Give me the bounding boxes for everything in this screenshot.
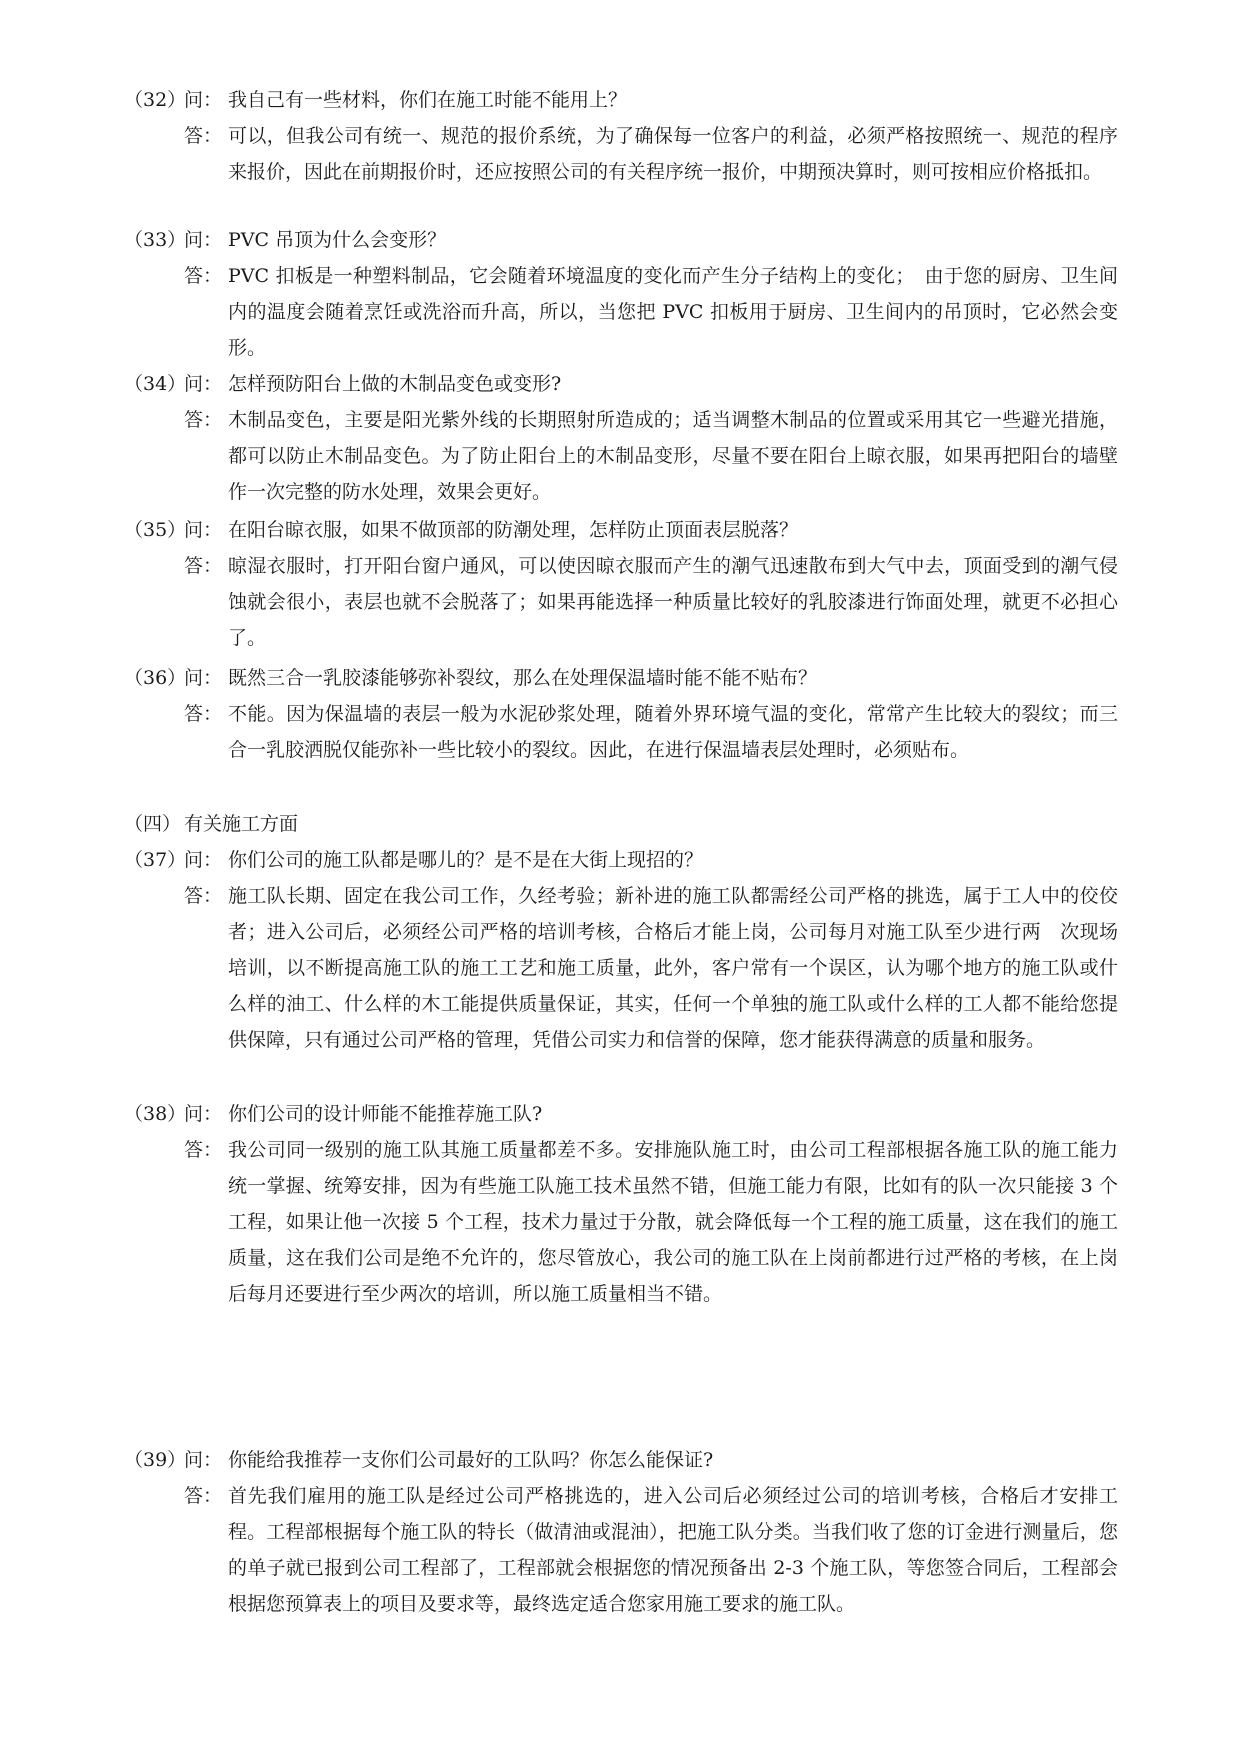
item-number: （36） xyxy=(124,667,187,689)
question-text: PVC 吊顶为什么会变形？ xyxy=(228,229,447,251)
answer-text: 不能。因为保温墙的表层一般为水泥砂浆处理，随着外界环境气温的变化，常常产生比较大的裂纹；而三合一乳胶洒脱仅能弥补一些比较小的裂纹。因此，在进行保温墙表层处理时，必须贴布。 xyxy=(228,703,1118,761)
answer-text: 首先我们雇用的施工队是经过公司严格挑选的，进入公司后必须经过公司的培训考核，合格后才安排工程。工程部根据每个施工队的特长（做清油或混油），把施工队分类。当我们收了您的订金进行测量后，您的单子就已报到公司工程部了，工程部就会根据您的情况预备出 2-3 个施工队，等您签合同后，工程部会根据您预算表上的项目及要求等，最终选定适合您家用施工要求的施工队。 xyxy=(228,1485,1118,1615)
answer-tag: 答： xyxy=(184,885,223,907)
item-number: （34） xyxy=(124,373,187,395)
answer-text: 施工队长期、固定在我公司工作，久经考验；新补进的施工队都需经公司严格的挑选，属于工人中的佼佼者；进入公司后，必须经公司严格的培训考核，合格后才能上岗，公司每月对施工队至少进行两 次现场培训，以不断提高施工队的施工工艺和施工质量，此外，客户常有一个误区，认为哪个地方的施工队或什么样的油工、什么样的木工能提供质量保证，其实，任何一个单独的施工队或什么样的工人都不能给您提供保障，只有通过公司严格的管理，凭借公司实力和信誉的保障，您才能获得满意的质量和服务。 xyxy=(228,885,1118,1051)
answer-block xyxy=(0,258,1241,366)
question-tag: 问： xyxy=(184,89,223,111)
qa-item-33 xyxy=(0,222,1241,366)
question-tag: 问： xyxy=(184,519,223,541)
answer-tag: 答： xyxy=(184,555,223,577)
answer-block xyxy=(0,1478,1241,1622)
question-tag: 问： xyxy=(184,849,223,871)
question-tag: 问： xyxy=(184,1103,223,1125)
question-line xyxy=(0,1096,1241,1132)
answer-text: 可以，但我公司有统一、规范的报价系统，为了确保每一位客户的利益，必须严格按照统一、规范的程序来报价，因此在前期报价时，还应按照公司的有关程序统一报价，中期预决算时，则可按相应价格抵扣。 xyxy=(228,125,1118,183)
qa-item-38 xyxy=(0,1096,1241,1312)
item-number: （35） xyxy=(124,519,187,541)
qa-item-39 xyxy=(0,1442,1241,1622)
answer-tag: 答： xyxy=(184,703,223,725)
item-number: （33） xyxy=(124,229,187,251)
item-number: （38） xyxy=(124,1103,187,1125)
question-text: 怎样预防阳台上做的木制品变色或变形? xyxy=(228,373,562,395)
question-line xyxy=(0,366,1241,402)
qa-item-36 xyxy=(0,660,1241,768)
answer-block xyxy=(0,402,1241,510)
section-heading xyxy=(124,806,298,842)
question-line xyxy=(0,82,1241,118)
question-text: 我自己有一些材料，你们在施工时能不能用上？ xyxy=(228,89,628,111)
answer-block xyxy=(0,548,1241,656)
question-text: 你能给我推荐一支你们公司最好的工队吗？你怎么能保证? xyxy=(228,1449,714,1471)
question-line xyxy=(0,660,1241,696)
qa-item-37 xyxy=(0,842,1241,1058)
question-line xyxy=(0,512,1241,548)
section-number: （四） xyxy=(124,813,182,835)
question-text: 既然三合一乳胶漆能够弥补裂纹，那么在处理保温墙时能不能不贴布？ xyxy=(228,667,818,689)
question-line xyxy=(0,842,1241,878)
qa-item-35 xyxy=(0,512,1241,656)
question-text: 在阳台晾衣服，如果不做顶部的防潮处理，怎样防止顶面表层脱落？ xyxy=(228,519,799,541)
qa-item-32 xyxy=(0,82,1241,190)
answer-tag: 答： xyxy=(184,125,223,147)
section-title: 有关施工方面 xyxy=(184,813,299,835)
qa-item-34 xyxy=(0,366,1241,510)
item-number: （37） xyxy=(124,849,187,871)
question-tag: 问： xyxy=(184,373,223,395)
answer-text: 木制品变色，主要是阳光紫外线的长期照射所造成的；适当调整木制品的位置或采用其它一些避光措施，都可以防止木制品变色。为了防止阳台上的木制品变形，尽量不要在阳台上晾衣服，如果再把阳台的墙壁作一次完整的防水处理，效果会更好。 xyxy=(228,409,1118,503)
answer-block xyxy=(0,878,1241,1058)
question-tag: 问： xyxy=(184,1449,223,1471)
answer-block xyxy=(0,118,1241,190)
question-line xyxy=(0,222,1241,258)
question-text: 你们公司的施工队都是哪儿的？是不是在大街上现招的？ xyxy=(228,849,704,871)
answer-tag: 答： xyxy=(184,409,223,431)
question-line xyxy=(0,1442,1241,1478)
answer-text: 我公司同一级别的施工队其施工质量都差不多。安排施队施工时，由公司工程部根据各施工队的施工能力统一掌握、统筹安排，因为有些施工队施工技术虽然不错，但施工能力有限，比如有的队一次只能接 3 个工程，如果让他一次接 5 个工程，技术力量过于分散，就会降低每一个工程的施工质量，这在我们的施工质量，这在我们公司是绝不允许的，您尽管放心，我公司的施工队在上岗前都进行过严格的考核，在上岗后每月还要进行至少两次的培训，所以施工质量相当不错。 xyxy=(228,1139,1118,1305)
answer-tag: 答： xyxy=(184,1485,223,1507)
question-tag: 问： xyxy=(184,229,223,251)
answer-block xyxy=(0,1132,1241,1312)
answer-block xyxy=(0,696,1241,768)
answer-text: PVC 扣板是一种塑料制品，它会随着环境温度的变化而产生分子结构上的变化； 由于您的厨房、卫生间内的温度会随着烹饪或洗浴而升高，所以，当您把 PVC 扣板用于厨房、卫生间内的吊顶时，它必然会变形。 xyxy=(228,265,1118,359)
item-number: （32） xyxy=(124,89,187,111)
question-text: 你们公司的设计师能不能推荐施工队? xyxy=(228,1103,543,1125)
answer-tag: 答： xyxy=(184,265,223,287)
question-tag: 问： xyxy=(184,667,223,689)
answer-tag: 答： xyxy=(184,1139,223,1161)
item-number: （39） xyxy=(124,1449,187,1471)
answer-text: 晾湿衣服时，打开阳台窗户通风，可以使因晾衣服而产生的潮气迅速散布到大气中去，顶面受到的潮气侵蚀就会很小，表层也就不会脱落了；如果再能选择一种质量比较好的乳胶漆进行饰面处理，就更不必担心了。 xyxy=(228,555,1118,649)
